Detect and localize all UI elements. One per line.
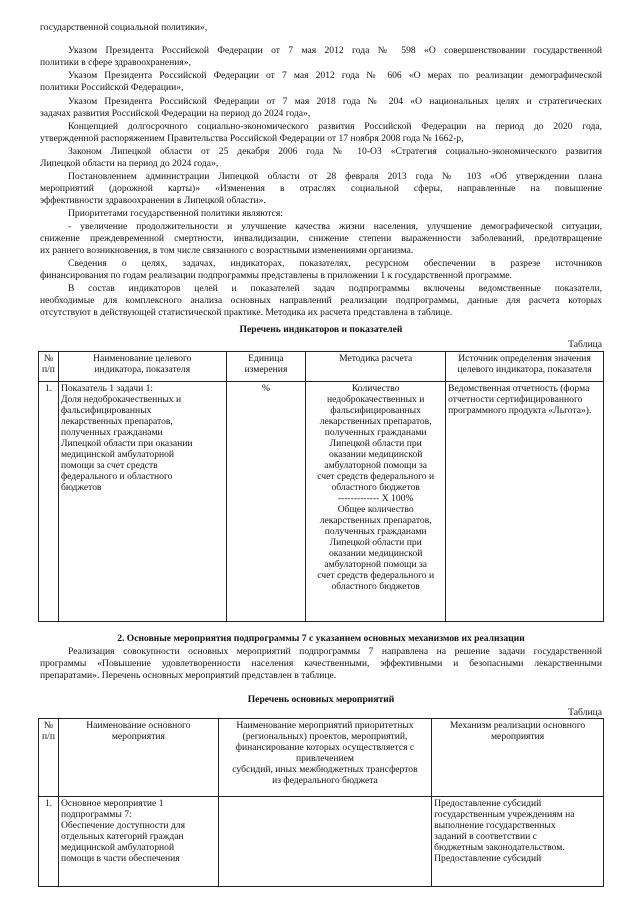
measures-table (38, 718, 604, 887)
cell-measure-name: Основное мероприятие 1 подпрограммы 7: Обеспечение доступности для отдельных категорий граждан медицинской амбулаторной помощи в части обеспечения (58, 797, 218, 887)
intro-line: эффективности здравоохранения в Липецкой области». (40, 195, 266, 206)
intro-line: их раннего возникновения, в том числе связанного с возрастными изменениями организма. (40, 245, 414, 256)
cell-mechanism: Предоставление субсидий государственным учреждениям на выполнение государственных заданий в соответствии с бюджетным законодательством. Предоставление субсидий (432, 797, 604, 887)
table-row (39, 797, 604, 887)
intro-line: политики в сфере здравоохранения», (40, 57, 191, 68)
header-mechanism: Механизм реализации основного мероприятия (432, 719, 604, 797)
section2-line: программы «Повышение удовлетворенности населения качественными, эффективными и безопасными лекарственными (40, 658, 602, 669)
intro-line: Постановлением администрации Липецкой области от 28 февраля 2013 года № 103 «Об утверждении плана (68, 171, 602, 182)
indicators-table (38, 351, 604, 622)
header-source: Источник определения значения целевого индикатора, показателя (446, 352, 604, 382)
header-num: № п/п (39, 352, 59, 382)
header-indicator-name: Наименование целевого индикатора, показателя (58, 352, 226, 382)
table2-label: Таблица (568, 707, 602, 718)
intro-line: Липецкой области на период до 2024 года», (40, 158, 219, 169)
intro-line: снижение преждевременной смертности, инвалидизации, снижение степени выраженности заболеваний, предотвращение (40, 233, 602, 244)
intro-line: отсутствуют в действующей статистической практике. Методика их расчета представлена в таблице. (40, 307, 453, 318)
cell-num: 1. (39, 797, 59, 887)
intro-line: В состав индикаторов целей и показателей задач подпрограммы включены ведомственные показатели, (68, 283, 602, 294)
intro-line: Указом Президента Российской Федерации от 7 мая 2012 года № 598 «О совершенствовании государственной (68, 45, 602, 56)
intro-line: государственной социальной политики», (40, 22, 208, 33)
header-measure-name: Наименование основного мероприятия (58, 719, 218, 797)
cell-method: Количество недоброкачественных и фальсифицированных лекарственных препаратов, полученных гражданами Липецкой области при оказании медицинской амбулаторной помощи за счет средств федерального и областного бюджетов ------------- Х 100% Общее количество лекарственных препаратов, полученных гражданами Липецкой области при оказании медицинской амбулаторной помощи за счет средств федерального и областного бюджетов (306, 382, 446, 622)
intro-line: политики Российской Федерации», (40, 82, 184, 93)
intro-line: Приоритетами государственной политики являются: (68, 208, 283, 219)
intro-line: Указом Президента Российской Федерации от 7 мая 2012 года № 606 «О мерах по реализации демографической (68, 70, 602, 81)
intro-line: задачах развития Российской Федерации на период до 2024 года», (40, 108, 311, 119)
header-num: № п/п (39, 719, 59, 797)
intro-line: - увеличение продолжительности и улучшение качества жизни населения, улучшение демографической ситуации, (68, 221, 602, 232)
intro-line: мероприятий (дорожной карты)» «Изменения в отраслях социальной сферы, направленные на повышение (40, 183, 602, 194)
section2-title: 2. Основные мероприятия подпрограммы 7 с указанием основных механизмов их реализации (117, 633, 525, 644)
intro-line: финансирования по годам реализации подпрограммы представлены в приложении 1 к государственной программе. (40, 270, 512, 281)
table-row (39, 382, 604, 622)
header-unit: Единица измерения (226, 352, 306, 382)
cell-num: 1. (39, 382, 59, 622)
table1-title: Перечень индикаторов и показателей (239, 324, 403, 335)
intro-line: Законом Липецкой области от 25 декабря 2006 года № 10-ОЗ «Стратегия социально-экономического развития (68, 146, 602, 157)
intro-line: Концепцией долгосрочного социально-экономического развития Российской Федерации на период до 2020 года, (68, 121, 602, 132)
table1-label: Таблица (568, 339, 602, 350)
table2-title: Перечень основных мероприятий (247, 694, 395, 705)
section2-line: препаратами». Перечень основных мероприятий представлен в таблице. (40, 670, 337, 681)
cell-source: Ведомственная отчетность (форма отчетности сертифицированного программного продукта «Льгота»). (446, 382, 604, 622)
intro-line: Сведения о целях, задачах, индикаторах, показателях, ресурсном обеспечении в разрезе источников (68, 258, 602, 269)
intro-line: необходимые для комплексного анализа основных направлений реализации подпрограммы, данные для расчета которых (40, 295, 602, 306)
header-projects: Наименование мероприятий приоритетных (региональных) проектов, мероприятий, финансирование которых осуществляется с привлечением субсидий, иных межбюджетных трансфертов из федерального бюджета (218, 719, 431, 797)
intro-line: утвержденной распоряжением Правительства Российской Федерации от 17 ноября 2008 года № 1662-р, (40, 133, 464, 144)
cell-unit: % (226, 382, 306, 622)
header-method: Методика расчета (306, 352, 446, 382)
cell-projects (218, 797, 431, 887)
section2-line: Реализация совокупности основных мероприятий подпрограммы 7 направлена на решение задачи государственной (68, 646, 602, 657)
intro-line: Указом Президента Российской Федерации от 7 мая 2018 года № 204 «О национальных целях и стратегических (68, 96, 602, 107)
cell-indicator-name: Показатель 1 задачи 1: Доля недоброкачественных и фальсифицированных лекарственных препаратов, полученных гражданами Липецкой области при оказании медицинской амбулаторной помощи за счет средств федерального и областного бюджетов (58, 382, 226, 622)
